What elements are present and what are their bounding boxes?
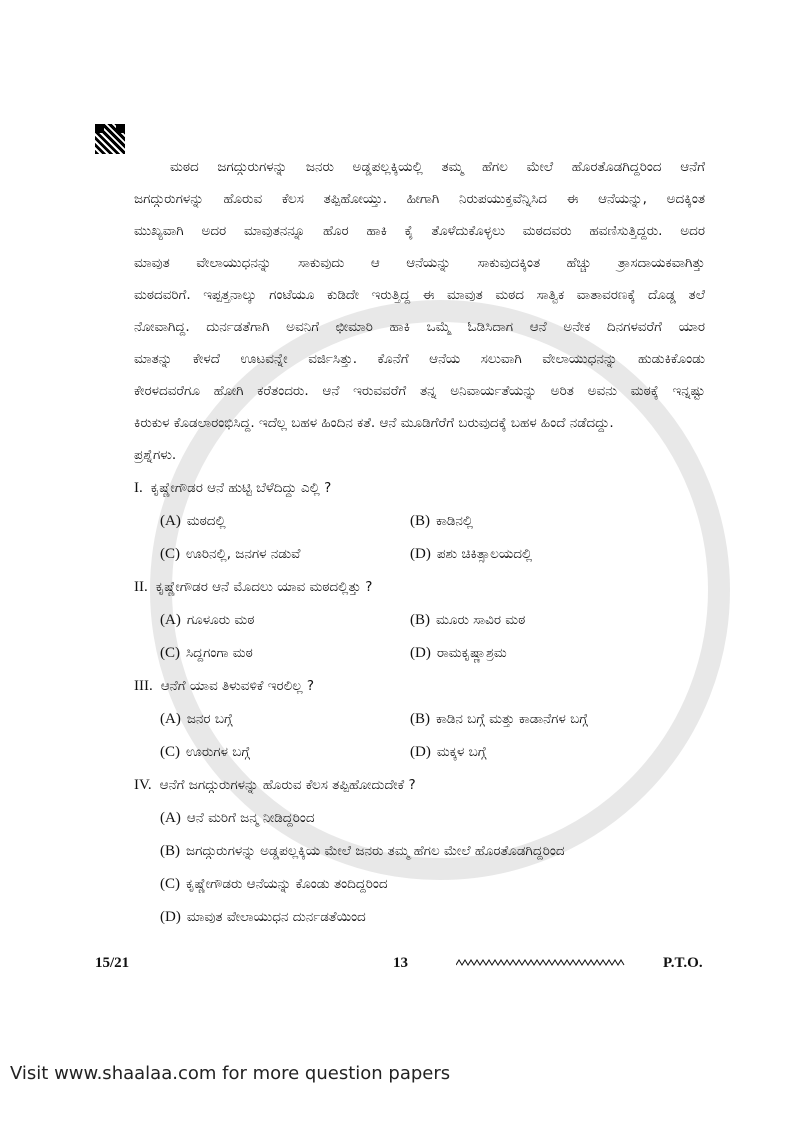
answer-option xyxy=(160,643,410,663)
option-label: (D) xyxy=(410,743,431,760)
option-label: (C) xyxy=(160,743,180,760)
answer-option xyxy=(160,874,705,894)
option-text: ಆನೆ ಮರಿಗೆ ಜನ್ಮ ನೀಡಿದ್ದರಿಂದ xyxy=(186,809,315,826)
option-label: (A) xyxy=(160,611,181,628)
option-label: (C) xyxy=(160,545,180,562)
question xyxy=(134,768,705,801)
option-label: (B) xyxy=(410,710,430,727)
answer-option xyxy=(160,907,705,927)
option-label: (D) xyxy=(160,908,181,925)
footer-pto: P.T.O. xyxy=(663,955,703,971)
question-number: II. xyxy=(134,578,148,595)
passage-line: ಕಿರುಕುಳ ಕೊಡಲಾರಂಭಿಸಿದ್ದ. ಇದೆಲ್ಲ ಬಹಳ ಹಿಂದಿನ ಕತೆ. ಆನೆ ಮೂಡಿಗೆರೆಗೆ ಬರುವುದಕ್ಕೆ ಬಹಳ ಹಿಂದೆ ನಡೆದದ್ದು. xyxy=(134,415,614,431)
question-number: I. xyxy=(134,479,143,496)
option-label: (D) xyxy=(410,545,431,562)
question xyxy=(134,471,705,504)
passage-line: ಜಗದ್ಗುರುಗಳನ್ನು ಹೊರುವ ಕೆಲಸ ತಪ್ಪಿಹೋಯ್ತು. ಹೀಗಾಗಿ ನಿರುಪಯುಕ್ತವೆನ್ನಿಸಿದ ಈ ಆನೆಯನ್ನು, ಅದಕ್ಕಿಂತ xyxy=(134,191,705,207)
question-text: ಆನೆಗೆ ಯಾವ ತಿಳುವಳಿಕೆ ಇರಲಿಲ್ಲ ? xyxy=(160,677,315,694)
option-label: (B) xyxy=(410,611,430,628)
wavy-line-divider xyxy=(456,958,626,968)
passage xyxy=(134,151,705,439)
passage-line: ಮಾವುತ ವೇಲಾಯುಧನನ್ನು ಸಾಕುವುದು ಆ ಆನೆಯನ್ನು ಸಾಕುವುದಕ್ಕಿಂತ ಹೆಚ್ಚು ತ್ರಾಸದಾಯಕವಾಗಿತ್ತು xyxy=(134,255,705,271)
answer-option xyxy=(410,610,705,630)
question-text: ಆನೆಗೆ ಜಗದ್ಗುರುಗಳನ್ನು ಹೊರುವ ಕೆಲಸ ತಪ್ಪಿಹೋದುದೇಕೆ ? xyxy=(159,776,416,793)
qr-code-icon xyxy=(95,124,125,154)
answer-options-row xyxy=(134,636,705,669)
option-text: ಜಗದ್ಗುರುಗಳನ್ನು ಅಡ್ಡಪಲ್ಲಕ್ಕಿಯ ಮೇಲೆ ಜನರು ತಮ್ಮ ಹೆಗಲ ಮೇಲೆ ಹೊರತೊಡಗಿದ್ದರಿಂದ xyxy=(186,842,565,859)
answer-option xyxy=(160,808,705,828)
option-label: (A) xyxy=(160,710,181,727)
questions xyxy=(134,471,705,933)
footer-page-number: 13 xyxy=(393,955,408,971)
passage-line: ನೋವಾಗಿದ್ದ. ದುರ್ನಡತೆಗಾಗಿ ಅವನಿಗೆ ಛೀಮಾರಿ ಹಾಕಿ ಒಮ್ಮೆ ಓಡಿಸಿದಾಗ ಆನೆ ಅನೇಕ ದಿನಗಳವರೆಗೆ ಯಾರ xyxy=(134,319,705,335)
passage-line: ಮಠದ ಜಗದ್ಗುರುಗಳನ್ನು ಜನರು ಅಡ್ಡಪಲ್ಲಕ್ಕಿಯಲ್ಲಿ ತಮ್ಮ ಹೆಗಲ ಮೇಲೆ ಹೊರತೊಡಗಿದ್ದರಿಂದ ಆನೆಗೆ xyxy=(170,159,705,175)
answer-options-row xyxy=(134,603,705,636)
option-label: (A) xyxy=(160,512,181,529)
option-label: (B) xyxy=(160,842,180,859)
answer-option xyxy=(160,841,705,861)
answer-option xyxy=(410,544,705,564)
passage-line: ಮಠದವರಿಗೆ. ಇಪ್ಪತ್ತನಾಲ್ಕು ಗಂಟೆಯೂ ಕುಡಿದೇ ಇರುತ್ತಿದ್ದ ಈ ಮಾವುತ ಮಠದ ಸಾತ್ವಿಕ ವಾತಾವರಣಕ್ಕೆ ದೊಡ್ಡ ತಲೆ xyxy=(134,287,705,303)
answer-option xyxy=(160,742,410,762)
answer-options-row xyxy=(134,504,705,537)
option-text: ಜನರ ಬಗ್ಗೆ xyxy=(186,710,233,727)
answer-options-row xyxy=(134,867,705,900)
shaalaa-banner-link[interactable]: Visit www.shaalaa.com for more question papers xyxy=(10,1063,451,1084)
answer-options-row xyxy=(134,735,705,768)
footer-code: 15/21 xyxy=(95,955,130,971)
option-text: ಕಾಡಿನ ಬಗ್ಗೆ ಮತ್ತು ಕಾಡಾನೆಗಳ ಬಗ್ಗೆ xyxy=(436,710,588,727)
answer-option xyxy=(410,742,705,762)
option-text: ಸಿದ್ದಗಂಗಾ ಮಠ xyxy=(186,644,253,661)
option-label: (C) xyxy=(160,644,180,661)
question-text: ಕೃಷ್ಣೇಗೌಡರ ಆನೆ ಹುಟ್ಟಿ ಬೆಳೆದಿದ್ದು ಎಲ್ಲಿ ? xyxy=(150,479,332,496)
question xyxy=(134,669,705,702)
page-content xyxy=(134,151,705,933)
answer-options-row xyxy=(134,900,705,933)
option-label: (A) xyxy=(160,809,181,826)
option-text: ಮಕ್ಕಳ ಬಗ್ಗೆ xyxy=(436,743,487,760)
option-label: (C) xyxy=(160,875,180,892)
question-number: IV. xyxy=(134,776,152,793)
passage-line: ಮಾತನ್ನು ಕೇಳದೆ ಊಟವನ್ನೇ ವರ್ಜಿಸಿತ್ತು. ಕೊನೆಗೆ ಆನೆಯ ಸಲುವಾಗಿ ವೇಲಾಯುಧನನ್ನು ಹುಡುಕಿಕೊಂಡು xyxy=(134,351,705,367)
answer-option xyxy=(160,544,410,564)
answer-option xyxy=(410,643,705,663)
passage-line: ಕೇರಳದವರೆಗೂ ಹೋಗಿ ಕರೆತಂದರು. ಆನೆ ಇರುವವರೆಗೆ ತನ್ನ ಅನಿವಾರ್ಯತೆಯನ್ನು ಅರಿತ ಅವನು ಮಠಕ್ಕೆ ಇನ್ನಷ್ಟು xyxy=(134,383,705,399)
option-text: ಊರುಗಳ ಬಗ್ಗೆ xyxy=(186,743,250,760)
answer-option xyxy=(410,511,705,531)
option-text: ರಾಮಕೃಷ್ಣಾಶ್ರಮ xyxy=(436,644,507,661)
question-text: ಕೃಷ್ಣೇಗೌಡರ ಆನೆ ಮೊದಲು ಯಾವ ಮಠದಲ್ಲಿತ್ತು ? xyxy=(155,578,373,595)
passage-line: ಮುಖ್ಯವಾಗಿ ಅದರ ಮಾವುತನನ್ನೂ ಹೊರ ಹಾಕಿ ಕೈ ತೊಳೆದುಕೊಳ್ಳಲು ಮಠದವರು ಹವಣಿಸುತ್ತಿದ್ದರು. ಅದರ xyxy=(134,223,705,239)
option-text: ಮೂರು ಸಾವಿರ ಮಠ xyxy=(436,611,526,628)
option-text: ಮಠದಲ್ಲಿ xyxy=(186,512,226,529)
question-number: III. xyxy=(134,677,153,694)
option-text: ಊರಿನಲ್ಲಿ, ಜನಗಳ ನಡುವೆ xyxy=(186,545,301,562)
answer-options-row xyxy=(134,702,705,735)
answer-option xyxy=(160,511,410,531)
option-label: (D) xyxy=(410,644,431,661)
answer-options-row xyxy=(134,537,705,570)
option-text: ಕೃಷ್ಣೇಗೌಡರು ಆನೆಯನ್ನು ಕೊಂಡು ತಂದಿದ್ದರಿಂದ xyxy=(186,875,388,892)
answer-options-row xyxy=(134,801,705,834)
option-text: ಗೂಳೂರು ಮಠ xyxy=(186,611,255,628)
questions-heading: ಪ್ರಶ್ನೆಗಳು. xyxy=(134,447,177,463)
answer-option xyxy=(160,610,410,630)
answer-option xyxy=(160,709,410,729)
option-text: ಪಶು ಚಿಕಿತ್ಸಾಲಯದಲ್ಲಿ xyxy=(436,545,533,562)
question xyxy=(134,570,705,603)
option-label: (B) xyxy=(410,512,430,529)
option-text: ಕಾಡಿನಲ್ಲಿ xyxy=(436,512,474,529)
answer-option xyxy=(410,709,705,729)
answer-options-row xyxy=(134,834,705,867)
option-text: ಮಾವುತ ವೇಲಾಯುಧನ ದುರ್ನಡತೆಯಿಂದ xyxy=(186,908,366,925)
